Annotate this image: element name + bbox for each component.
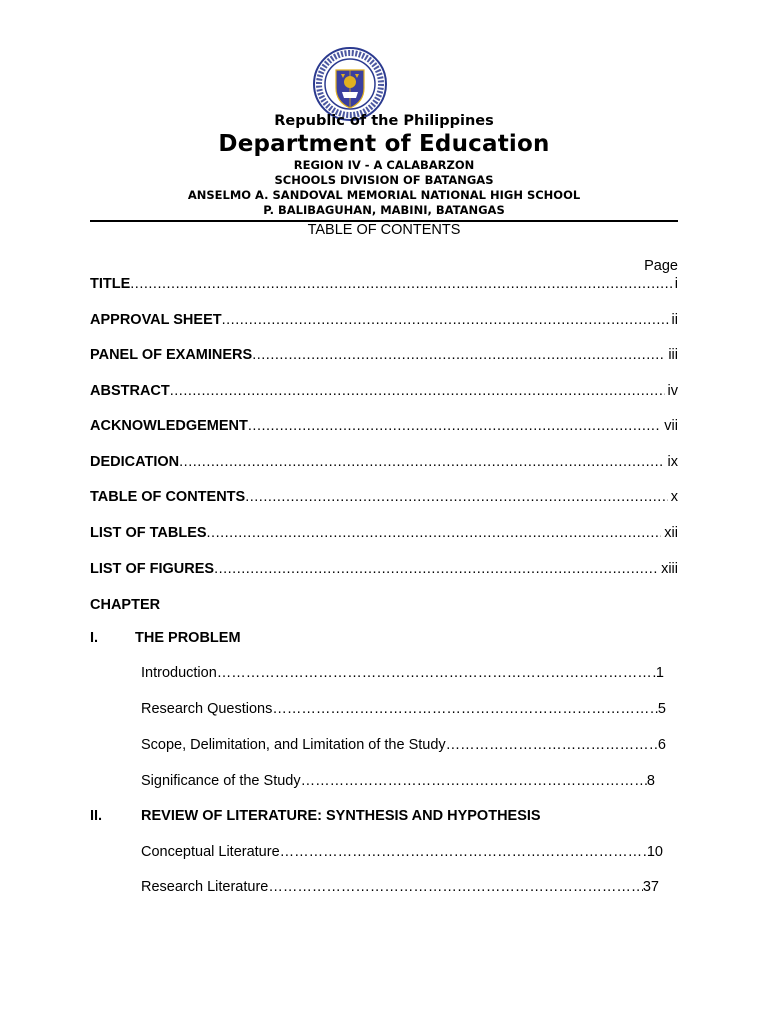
toc-entry-approval-sheet (90, 312, 678, 328)
toc-entry-label: LIST OF TABLES (90, 525, 207, 541)
toc-section-significance (141, 773, 655, 789)
toc-entry-abstract (90, 383, 678, 399)
page-column-label: Page (644, 258, 678, 274)
toc-section-page: 8 (646, 773, 655, 789)
leader-dots (252, 347, 665, 363)
toc-section-research-literature (141, 879, 659, 895)
toc-entry-page: vii (664, 418, 678, 434)
toc-entry-page: ix (667, 454, 678, 470)
toc-entry-acknowledgement (90, 418, 678, 434)
chapter-number: I. (90, 630, 99, 646)
toc-entry-list-of-tables (90, 525, 678, 541)
toc-entry-label: PANEL OF EXAMINERS (90, 347, 253, 363)
toc-entry-title (90, 276, 678, 292)
toc-entry-label: DEDICATION (90, 454, 180, 470)
division-line: SCHOOLS DIVISION OF BATANGAS (274, 173, 494, 187)
school-line: ANSELMO A. SANDOVAL MEMORIAL NATIONAL HIGH SCHOOL (187, 188, 581, 202)
toc-entry-label: TITLE (90, 276, 131, 292)
chapter-heading-1 (90, 630, 678, 648)
toc-entry-page: ii (671, 312, 678, 328)
toc-section-label: Research Questions (141, 701, 273, 717)
toc-entry-label: APPROVAL SHEET (90, 312, 222, 328)
toc-section-label: Scope, Delimitation, and Limitation of the Study (141, 737, 446, 753)
chapter-title: THE PROBLEM (135, 630, 241, 646)
toc-entry-page: xiii (661, 561, 678, 577)
leader-dots (268, 879, 643, 895)
toc-section-page: 6 (657, 737, 666, 753)
toc-section-label: Significance of the Study (141, 773, 301, 789)
toc-entry-label: ABSTRACT (90, 383, 170, 399)
leader-dots (245, 489, 668, 505)
leader-dots (179, 454, 664, 470)
chapter-number: II. (90, 808, 103, 824)
toc-section-introduction (141, 665, 664, 681)
toc-section-conceptual-literature (141, 844, 663, 860)
chapter-heading-2 (90, 808, 678, 826)
leader-dots (214, 561, 658, 577)
leader-dots (248, 418, 661, 434)
chapter-title: REVIEW OF LITERATURE: SYNTHESIS AND HYPOTHESIS (141, 808, 541, 824)
toc-entry-page: i (674, 276, 678, 292)
toc-section-page: 10 (646, 844, 663, 860)
leader-dots (217, 665, 656, 681)
toc-section-page: 5 (657, 701, 666, 717)
department-heading: Department of Education (218, 131, 550, 157)
toc-entry-table-of-contents (90, 489, 678, 505)
toc-entry-label: ACKNOWLEDGEMENT (90, 418, 248, 434)
toc-entry-list-of-figures (90, 561, 678, 577)
toc-entry-page: iii (668, 347, 678, 363)
toc-entry-page: x (670, 489, 678, 505)
address-line: P. BALIBAGUHAN, MABINI, BATANGAS (263, 203, 505, 217)
deped-seal-icon (312, 46, 388, 122)
region-line: REGION IV - A CALABARZON (293, 158, 475, 172)
toc-section-label: Conceptual Literature (141, 844, 280, 860)
republic-heading: Republic of the Philippines (274, 113, 494, 129)
toc-title: TABLE OF CONTENTS (307, 222, 461, 238)
toc-section-scope (141, 737, 666, 753)
leader-dots (130, 276, 671, 292)
leader-dots (446, 737, 658, 753)
toc-entry-dedication (90, 454, 678, 470)
leader-dots (301, 773, 647, 789)
leader-dots (222, 312, 669, 328)
toc-entry-page: xii (664, 525, 678, 541)
toc-entry-page: iv (667, 383, 678, 399)
toc-entry-panel-of-examiners (90, 347, 678, 363)
toc-section-page: 1 (655, 665, 664, 681)
toc-entry-label: LIST OF FIGURES (90, 561, 215, 577)
leader-dots (207, 525, 662, 541)
toc-section-label: Introduction (141, 665, 217, 681)
chapter-label: CHAPTER (90, 597, 161, 613)
toc-section-research-questions (141, 701, 666, 717)
leader-dots (280, 844, 647, 860)
toc-section-label: Research Literature (141, 879, 269, 895)
toc-section-page: 37 (642, 879, 659, 895)
leader-dots (170, 383, 665, 399)
toc-entry-label: TABLE OF CONTENTS (90, 489, 246, 505)
leader-dots (272, 701, 658, 717)
